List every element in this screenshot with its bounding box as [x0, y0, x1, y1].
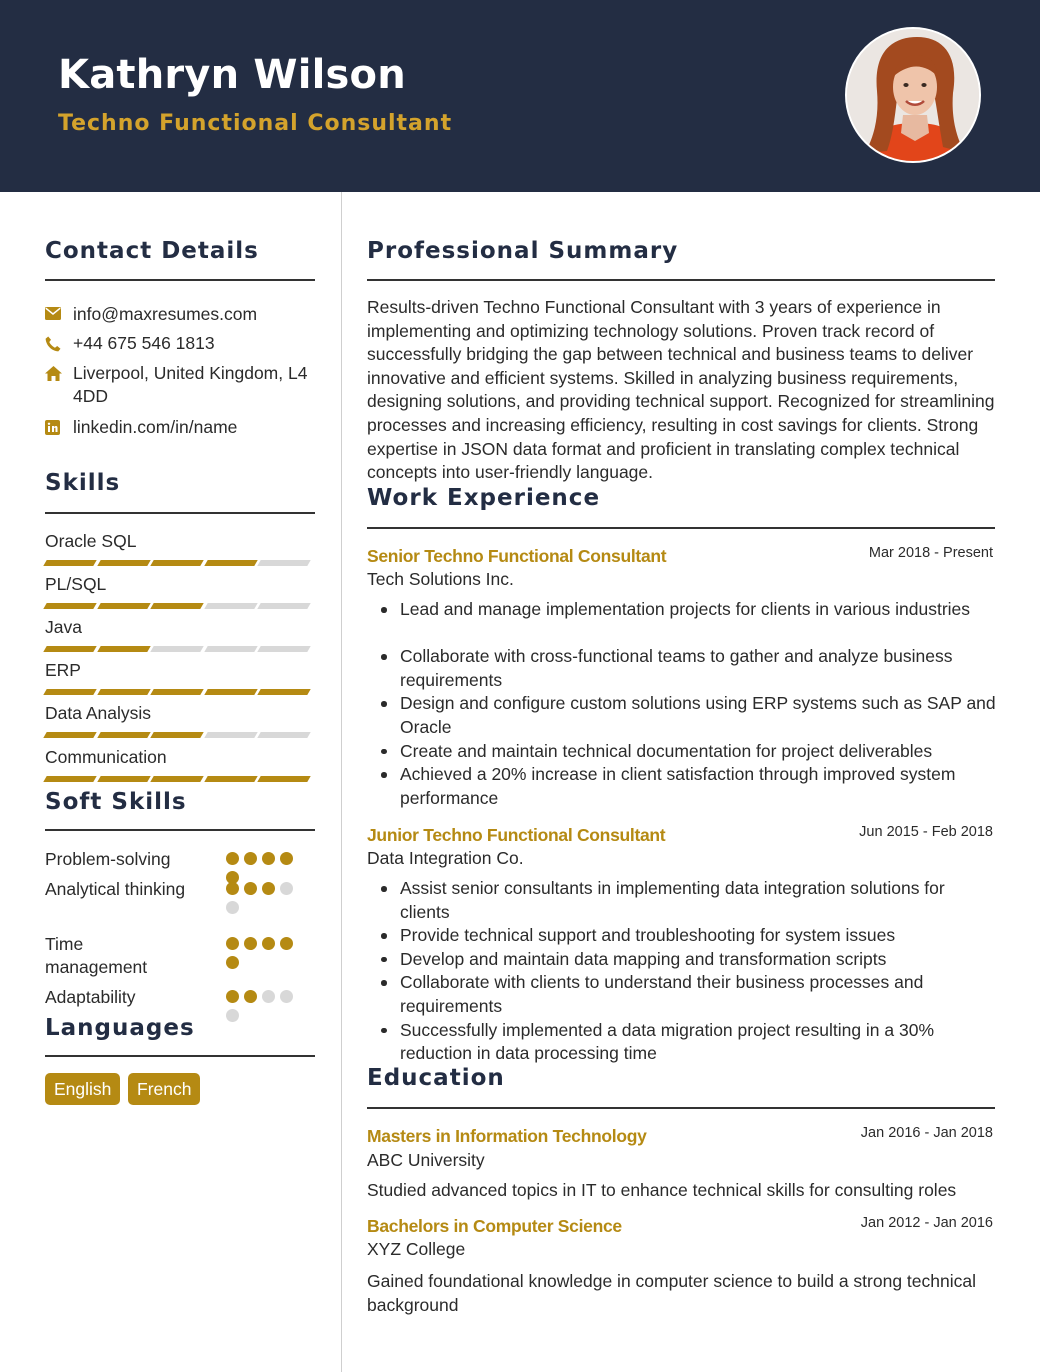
language-badge-french: French — [128, 1073, 200, 1105]
job-company-2: Data Integration Co. — [367, 848, 524, 868]
job-bullet: Successfully implemented a data migration project resulting in a 30% reduction in data processing time — [367, 1019, 999, 1066]
job-bullet: Lead and manage implementation projects for clients in various industries — [367, 598, 999, 622]
skill-level-segment — [204, 689, 257, 695]
job-bullet: Achieved a 20% increase in client satisfaction through improved system performance — [367, 763, 999, 810]
rating-dot — [244, 852, 257, 865]
job-company-1: Tech Solutions Inc. — [367, 569, 514, 589]
skill-level-segment — [204, 732, 257, 738]
skill-level-segment — [257, 646, 310, 652]
contact-heading: Contact Details — [45, 238, 259, 264]
soft-skill-rating — [226, 990, 301, 1022]
rating-dot — [280, 852, 293, 865]
job-title-1: Senior Techno Functional Consultant — [367, 546, 667, 566]
skill-name: Communication — [45, 747, 167, 767]
skill-level-segment — [97, 776, 150, 782]
rating-dot — [226, 901, 239, 914]
contact-linkedin-text[interactable]: linkedin.com/in/name — [73, 417, 238, 437]
skill-name: PL/SQL — [45, 574, 107, 594]
rating-dot — [226, 937, 239, 950]
skill-level-segment — [150, 689, 203, 695]
job-bullets-2 — [367, 877, 999, 1066]
job-dates-2: Jun 2015 - Feb 2018 — [859, 824, 993, 840]
linkedin-icon — [45, 416, 73, 439]
job-bullet: Create and maintain technical documentation for project deliverables — [367, 740, 999, 764]
languages-rule — [45, 1055, 315, 1057]
summary-heading: Professional Summary — [367, 238, 679, 264]
degree-school-1: ABC University — [367, 1150, 485, 1170]
rating-dot — [244, 990, 257, 1003]
skill-level-segment — [204, 603, 257, 609]
soft-skill-name: Time management — [45, 934, 148, 977]
skill-level-bar — [45, 732, 309, 738]
skill-level-segment — [257, 776, 310, 782]
skill-level-bar — [45, 776, 309, 782]
degree-school-2: XYZ College — [367, 1239, 466, 1259]
skill-level-segment — [43, 732, 96, 738]
job-bullet: Design and configure custom solutions using ERP systems such as SAP and Oracle — [367, 692, 999, 739]
rating-dot — [226, 852, 239, 865]
contact-phone — [45, 332, 318, 355]
contact-phone-text: +44 675 546 1813 — [73, 333, 215, 353]
degree-title-1: Masters in Information Technology — [367, 1126, 647, 1146]
candidate-title: Techno Functional Consultant — [58, 111, 453, 136]
skill-level-segment — [97, 732, 150, 738]
skill-level-segment — [204, 560, 257, 566]
rating-dot — [226, 990, 239, 1003]
skill-level-segment — [43, 646, 96, 652]
home-icon — [45, 362, 73, 408]
summary-text: Results-driven Techno Functional Consultant with 3 years of experience in implementing and optimizing technology solutions. Proven track record of successfully bridging the gap between technical and business teams to deliver innovative and efficient systems. Skilled in analyzing business requirements, designing solutions, and providing technical support. Recognized for streamlining processes and increasing efficiency, resulting in cost savings for clients. Strong expertise in JSON data format and proficient in translating complex technical concepts into user-friendly language. — [367, 297, 995, 483]
rating-dot — [262, 852, 275, 865]
rating-dot — [262, 937, 275, 950]
job-bullet: Develop and maintain data mapping and transformation scripts — [367, 948, 999, 972]
job-bullet: Assist senior consultants in implementing data integration solutions for clients — [367, 877, 999, 924]
skill-level-bar — [45, 646, 309, 652]
rating-dot — [244, 937, 257, 950]
rating-dot — [262, 990, 275, 1003]
skill-level-segment — [257, 732, 310, 738]
skill-level-segment — [150, 732, 203, 738]
rating-dot — [262, 882, 275, 895]
profile-photo — [845, 27, 981, 163]
skill-level-segment — [257, 560, 310, 566]
education-rule — [367, 1107, 995, 1109]
rating-dot — [226, 1009, 239, 1022]
degree-title-2: Bachelors in Computer Science — [367, 1216, 622, 1236]
degree-dates-1: Jan 2016 - Jan 2018 — [860, 1125, 993, 1141]
contact-rule — [45, 279, 315, 281]
soft-skills-rule — [45, 829, 315, 831]
skill-level-segment — [150, 776, 203, 782]
rating-dot — [226, 882, 239, 895]
skill-level-bar — [45, 560, 309, 566]
job-bullet: Collaborate with cross-functional teams to gather and analyze business requirements — [367, 645, 999, 692]
contact-email-text[interactable]: info@maxresumes.com — [73, 304, 258, 324]
soft-skill-rating — [226, 937, 301, 969]
skills-heading: Skills — [45, 470, 121, 496]
candidate-name: Kathryn Wilson — [58, 52, 406, 98]
job-bullet: Provide technical support and troubleshooting for system issues — [367, 924, 999, 948]
rating-dot — [280, 882, 293, 895]
experience-rule — [367, 527, 995, 529]
soft-skill-name: Problem-solving — [45, 849, 171, 869]
column-divider — [341, 192, 342, 1372]
soft-skill-name: Analytical thinking — [45, 879, 186, 899]
summary-rule — [367, 279, 995, 281]
skill-level-segment — [97, 646, 150, 652]
phone-icon — [45, 332, 73, 355]
soft-skill-name: Adaptability — [45, 987, 136, 1007]
rating-dot — [280, 990, 293, 1003]
person-photo-icon — [847, 29, 981, 163]
skill-name: Data Analysis — [45, 703, 152, 723]
skills-rule — [45, 512, 315, 514]
resume-header — [0, 0, 1040, 192]
job-title-2: Junior Techno Functional Consultant — [367, 825, 666, 845]
skill-level-segment — [43, 560, 96, 566]
envelope-icon — [45, 303, 73, 326]
experience-heading: Work Experience — [367, 485, 601, 511]
languages-heading: Languages — [45, 1015, 195, 1041]
skill-level-segment — [204, 776, 257, 782]
skill-level-bar — [45, 689, 309, 695]
rating-dot — [280, 937, 293, 950]
skill-level-segment — [43, 776, 96, 782]
language-badge-english: English — [45, 1073, 120, 1105]
degree-description-1: Studied advanced topics in IT to enhance technical skills for consulting roles — [367, 1180, 957, 1200]
degree-dates-2: Jan 2012 - Jan 2016 — [860, 1215, 993, 1231]
skill-level-segment — [150, 603, 203, 609]
skill-level-segment — [257, 689, 310, 695]
rating-dot — [244, 882, 257, 895]
skill-name: Java — [45, 617, 82, 637]
skill-name: ERP — [45, 660, 81, 680]
skill-name: Oracle SQL — [45, 531, 137, 551]
skill-level-segment — [257, 603, 310, 609]
contact-linkedin — [45, 416, 318, 439]
skill-level-segment — [97, 560, 150, 566]
soft-skills-heading: Soft Skills — [45, 789, 187, 815]
job-bullets-1 — [367, 598, 999, 810]
skill-level-segment — [204, 646, 257, 652]
skill-level-bar — [45, 603, 309, 609]
job-dates-1: Mar 2018 - Present — [868, 545, 993, 561]
degree-description-2: Gained foundational knowledge in computer science to build a strong technical background — [367, 1271, 976, 1315]
skill-level-segment — [150, 646, 203, 652]
skill-level-segment — [150, 560, 203, 566]
skill-level-segment — [97, 603, 150, 609]
education-heading: Education — [367, 1065, 505, 1091]
contact-email — [45, 303, 318, 326]
skill-level-segment — [43, 603, 96, 609]
soft-skill-rating — [226, 882, 301, 914]
soft-skill-rating — [226, 852, 301, 884]
contact-address-text: Liverpool, United Kingdom, L4 4DD — [73, 363, 308, 406]
job-bullet: Collaborate with clients to understand their business processes and requirements — [367, 971, 999, 1018]
contact-address — [45, 362, 318, 408]
skill-level-segment — [43, 689, 96, 695]
skill-level-segment — [97, 689, 150, 695]
rating-dot — [226, 956, 239, 969]
